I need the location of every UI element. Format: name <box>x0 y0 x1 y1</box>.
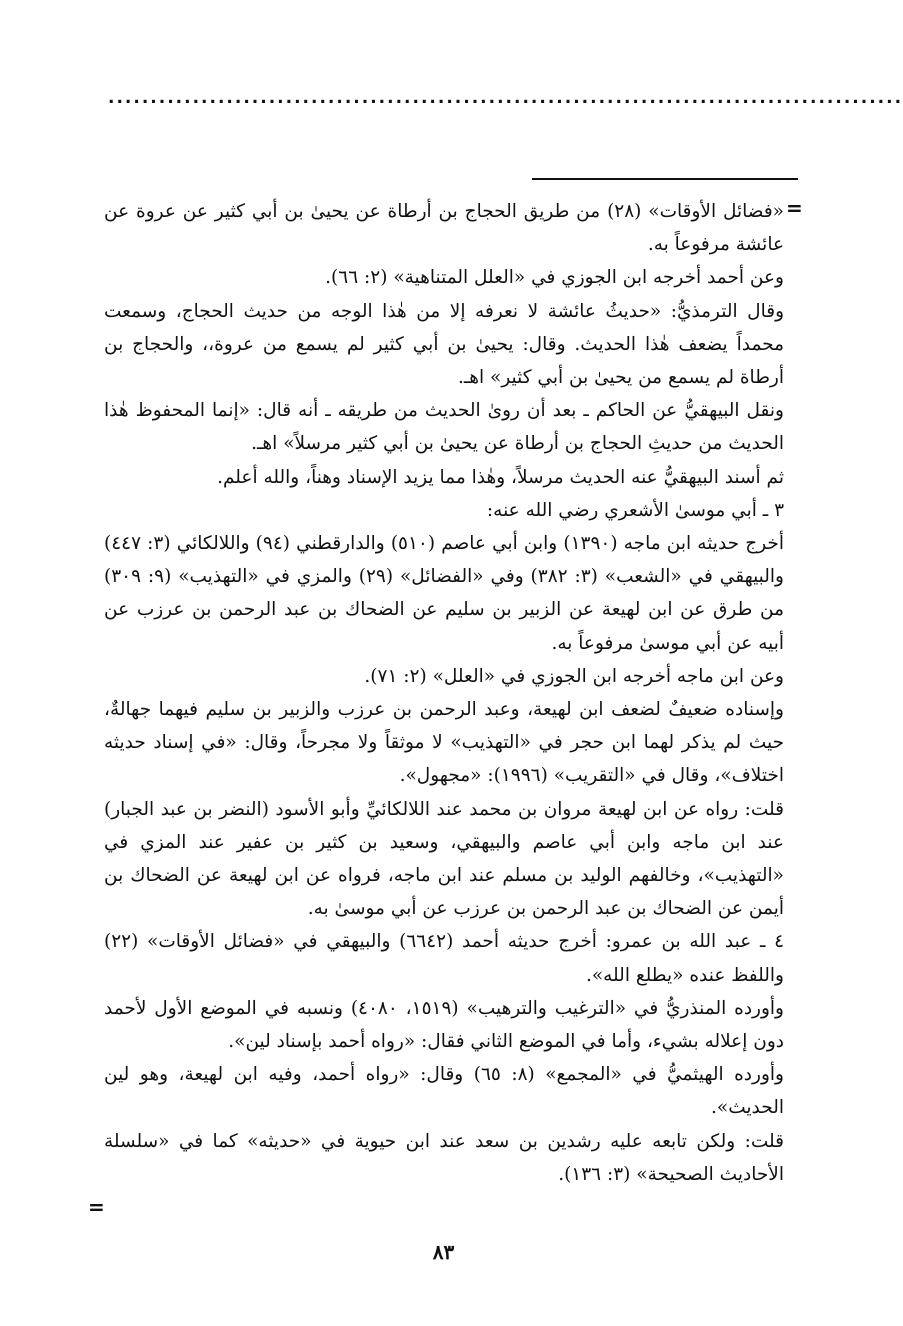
footnote-paragraph: وقال الترمذيُّ: «حديثُ عائشة لا نعرفه إلا من هٰذا الوجه من حديث الحجاج، وسمعت محمداً يضعف هٰذا الحديث. وقال: يحيىٰ بن أبي كثير لم يسمع من عروة،، والحجاج بن أرطاة لم يسمع من يحيىٰ بن أبي كثير» اهـ. <box>104 300 784 389</box>
footnote-paragraph: ونقل البيهقيُّ عن الحاكم ـ بعد أن روىٰ الحديث من طريقه ـ أنه قال: «إنما المحفوظ هٰذا الحديث من حديثِ الحجاج بن أرطاة عن يحيىٰ بن أبي كثير مرسلاً» اهـ. <box>104 400 784 455</box>
footnotes-block <box>104 195 784 1191</box>
footnote-rule <box>532 178 798 180</box>
footnote-paragraph: وعن ابن ماجه أخرجه ابن الجوزي في «العلل» (٢: ٧١). <box>364 665 784 687</box>
footnote-paragraph: وإسناده ضعيفٌ لضعف ابن لهيعة، وعبد الرحمن بن عرزب والزبير بن سليم فيهما جهالةٌ، حيث لم يذكر لهما ابن حجر في «التهذيب» لا موثقاً ولا مجرحاً، وقال: «في إسناد حديثه اختلاف»، وقال في «التقريب» (١٩٩٦): «مجهول». <box>104 699 784 787</box>
footnote-paragraph: ٤ ـ عبد الله بن عمرو: أخرج حديثه أحمد (٦٦٤٢) والبيهقي في «فضائل الأوقات» (٢٢) واللفظ عنده «يطلع الله». <box>104 931 785 986</box>
continuation-mark-top: = <box>786 196 803 220</box>
dotted-separator: .............................................................................................. <box>108 88 903 108</box>
footnote-paragraph: ثم أسند البيهقيُّ عنه الحديث مرسلاً، وهٰذا مما يزيد الإسناد وهناً، والله أعلم. <box>217 466 784 488</box>
footnote-paragraph: وأورده الهيثميُّ في «المجمع» (٨: ٦٥) وقال: «رواه أحمد، وفيه ابن لهيعة، وهو لين الحديث». <box>104 1064 784 1119</box>
continuation-mark-bottom: = <box>88 1195 105 1219</box>
page-number: ٨٣ <box>432 1240 455 1264</box>
footnote-heading: ٣ ـ أبي موسىٰ الأشعري رضي الله عنه: <box>486 499 784 521</box>
footnote-paragraph: «فضائل الأوقات» (٢٨) من طريق الحجاج بن أرطاة عن يحيىٰ بن أبي كثير عن عروة عن عائشة مرفوعاً به. <box>104 201 785 256</box>
footnote-paragraph: أخرج حديثه ابن ماجه (١٣٩٠) وابن أبي عاصم (٥١٠) والدارقطني (٩٤) واللالكائي (٣: ٤٤٧) والبيهقي في «الشعب» (٣: ٣٨٢) وفي «الفضائل» (٢٩) والمزي في «التهذيب» (٩: ٣٠٩) من طرق عن ابن لهيعة عن الزبير بن سليم عن الضحاك بن عبد الرحمن بن عرزب عن أبيه عن أبي موسىٰ مرفوعاً به. <box>104 533 784 654</box>
footnote-paragraph: قلت: رواه عن ابن لهيعة مروان بن محمد عند اللالكائيِّ وأبو الأسود (النضر بن عبد الجبار) عند ابن ماجه وابن أبي عاصم والبيهقي، وسعيد بن كثير بن عفير عند المزي في «التهذيب»، وخالفهم الوليد بن مسلم عند ابن ماجه، فرواه عن ابن لهيعة عن الضحاك بن أيمن عن الضحاك بن عبد الرحمن بن عرزب عن أبي موسىٰ به. <box>104 798 784 920</box>
footnote-paragraph: قلت: ولكن تابعه عليه رشدين بن سعد عند ابن حيوية في «حديثه» كما في «سلسلة الأحاديث الصحيحة» (٣: ١٣٦). <box>104 1130 784 1185</box>
footnote-paragraph: وأورده المنذريُّ في «الترغيب والترهيب» (١٥١٩، ٤٠٨٠) ونسبه في الموضع الأول لأحمد دون إعلاله بشيء، وأما في الموضع الثاني فقال: «رواه أحمد بإسناد لين». <box>104 997 784 1053</box>
footnote-paragraph: وعن أحمد أخرجه ابن الجوزي في «العلل المتناهية» (٢: ٦٦). <box>325 267 784 289</box>
